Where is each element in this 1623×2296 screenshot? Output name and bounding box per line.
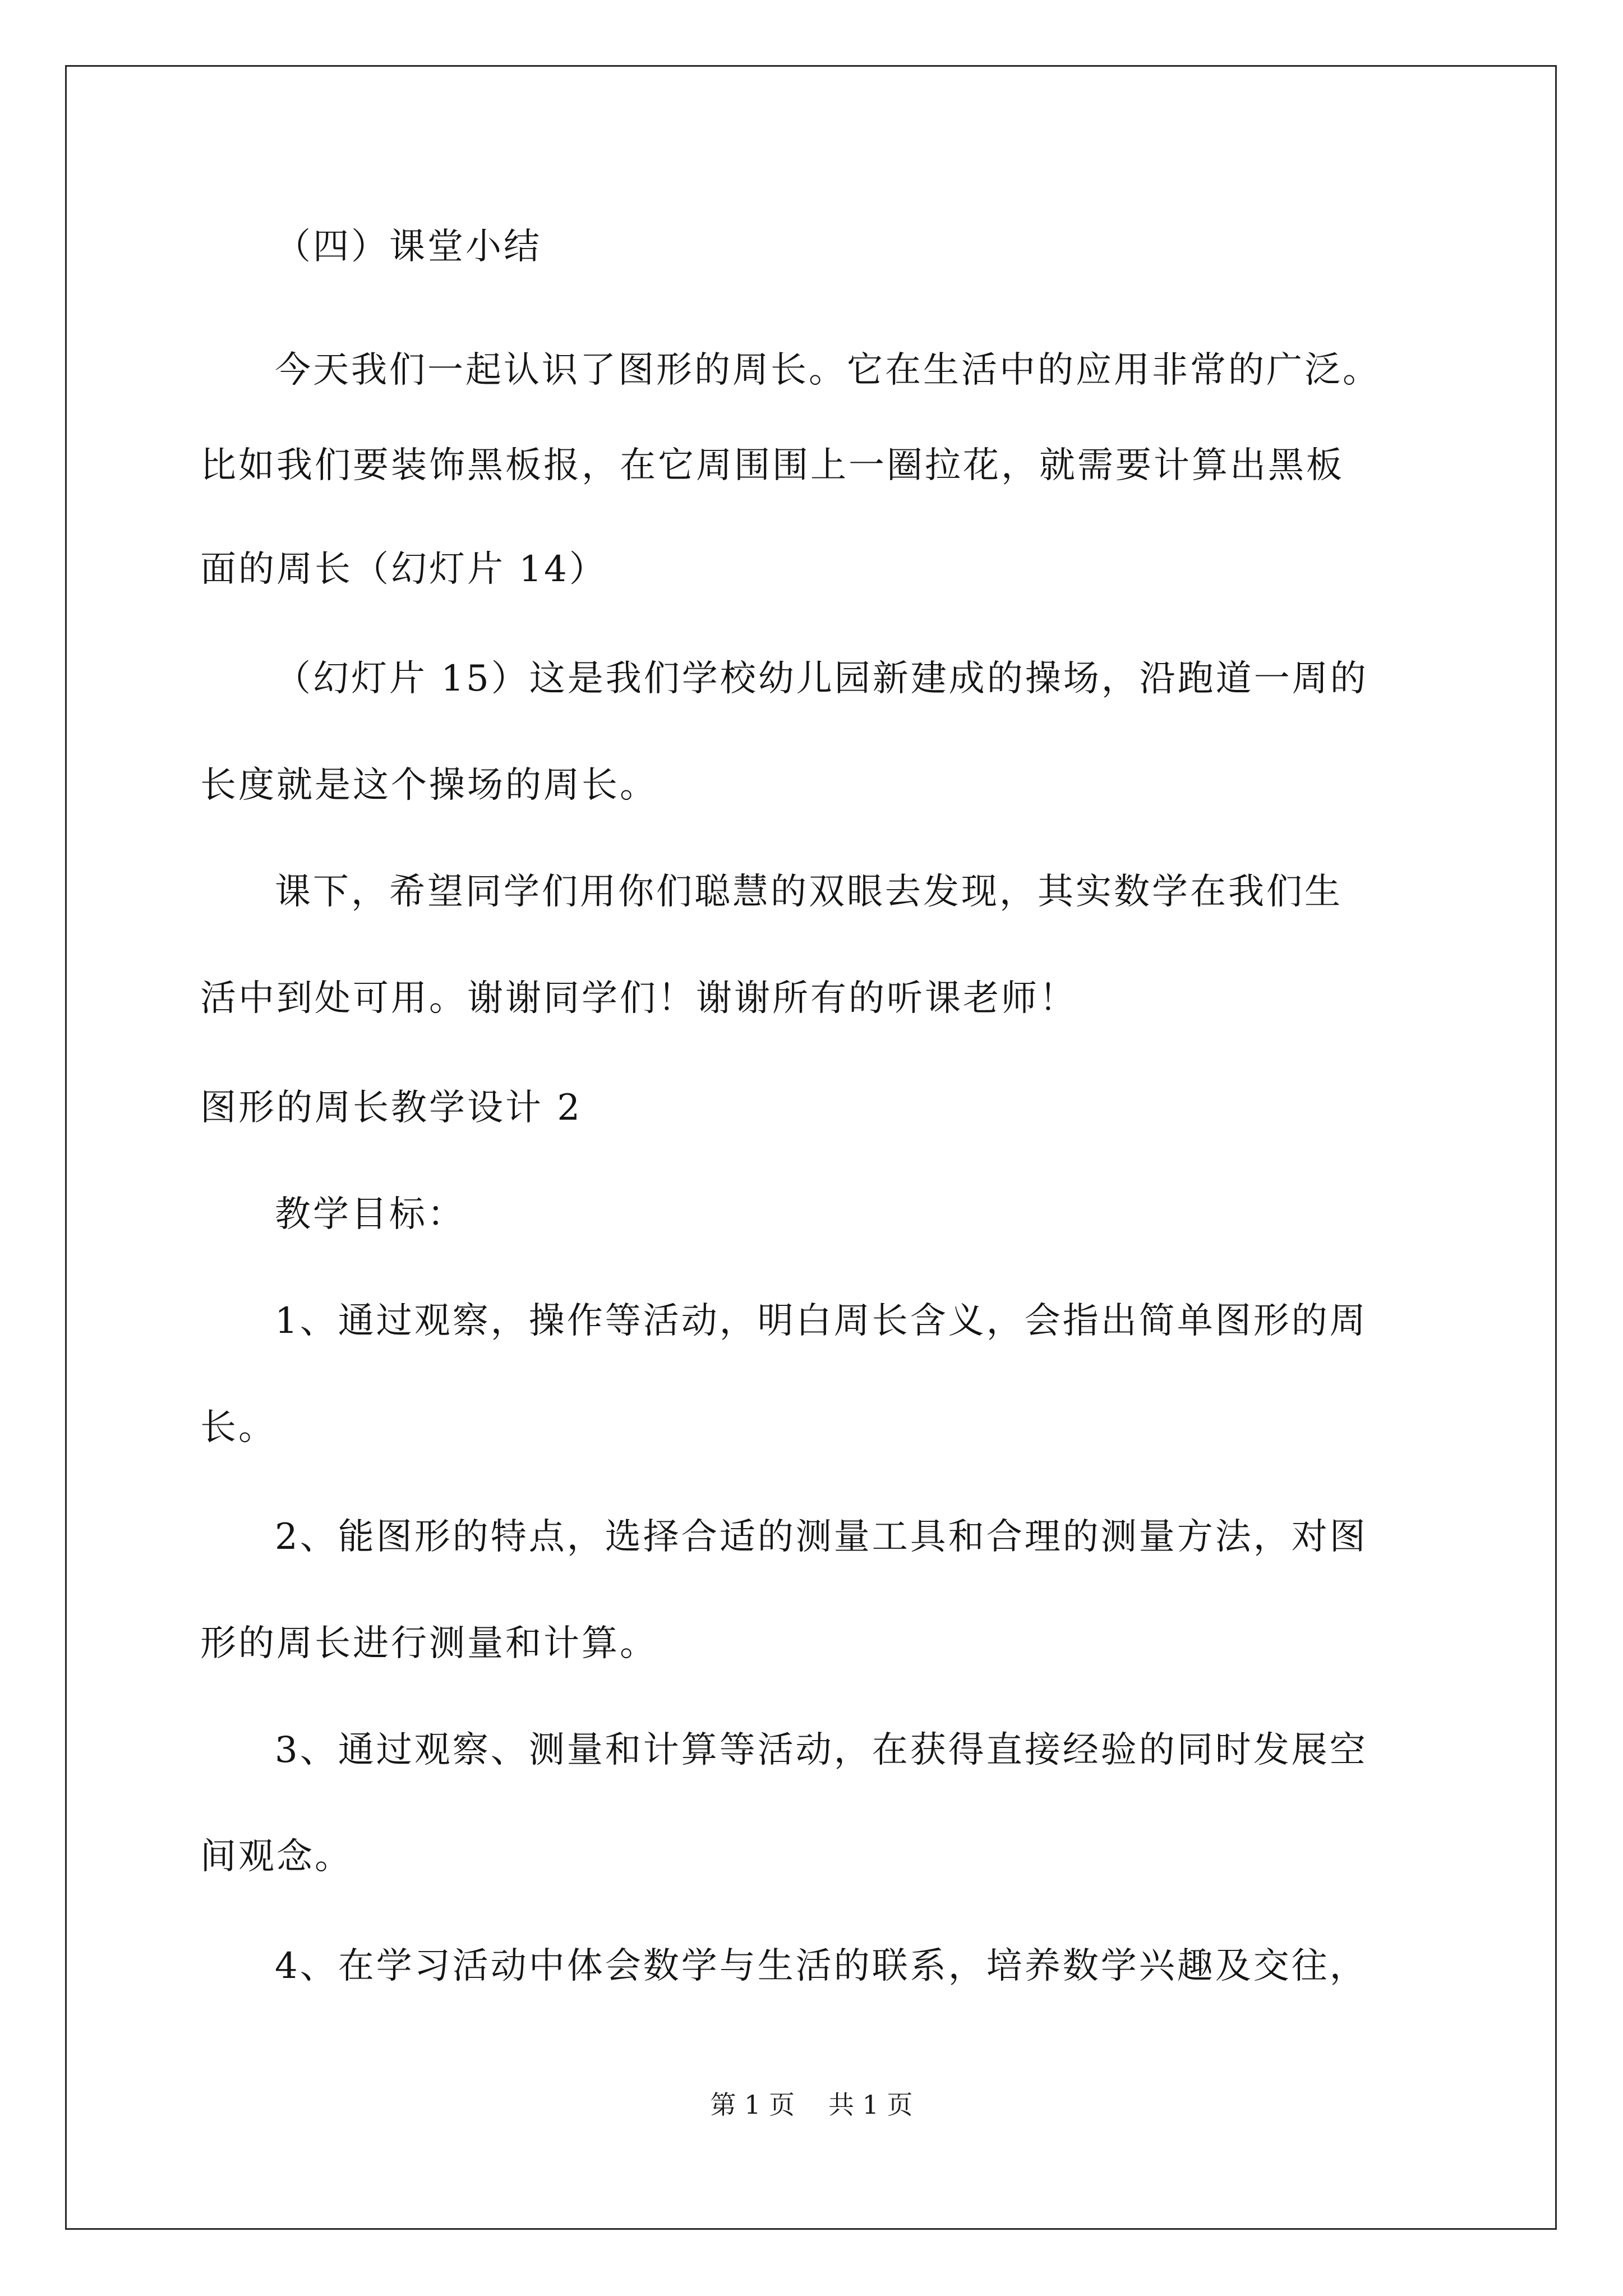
paragraph-line: 比如我们要装饰黑板报，在它周围围上一圈拉花，就需要计算出黑板 xyxy=(200,445,1344,486)
section-heading: （四）课堂小结 xyxy=(275,226,542,268)
document-title: 图形的周长教学设计 2 xyxy=(200,1087,583,1129)
list-item-line: 间观念。 xyxy=(200,1836,353,1878)
page-number: 第 1 页 xyxy=(710,2090,795,2120)
page-total: 共 1 页 xyxy=(828,2090,913,2120)
list-item-line: 4、在学习活动中体会数学与生活的联系，培养数学兴趣及交往， xyxy=(275,1945,1368,1987)
list-item-line: 2、能图形的特点，选择合适的测量工具和合理的测量方法，对图 xyxy=(275,1516,1368,1558)
list-item-line: 长。 xyxy=(200,1407,276,1448)
list-item-line: 3、通过观察、测量和计算等活动，在获得直接经验的同时发展空 xyxy=(275,1729,1368,1771)
paragraph-line: 课下，希望同学们用你们聪慧的双眼去发现，其实数学在我们生 xyxy=(275,871,1343,913)
list-item-line: 1、通过观察，操作等活动，明白周长含义，会指出简单图形的周 xyxy=(275,1300,1368,1342)
paragraph-line: 长度就是这个操场的周长。 xyxy=(200,765,658,806)
paragraph-line: （幻灯片 15）这是我们学校幼儿园新建成的操场，沿跑道一周的 xyxy=(275,658,1368,700)
page-footer xyxy=(0,2088,1623,2122)
list-item-line: 形的周长进行测量和计算。 xyxy=(200,1623,658,1664)
paragraph-line: 活中到处可用。谢谢同学们！谢谢所有的听课老师！ xyxy=(200,978,1077,1019)
paragraph-line: 面的周长（幻灯片 14） xyxy=(200,549,607,590)
section-heading: 教学目标： xyxy=(275,1194,465,1235)
paragraph-line: 今天我们一起认识了图形的周长。它在生活中的应用非常的广泛。 xyxy=(275,349,1381,391)
